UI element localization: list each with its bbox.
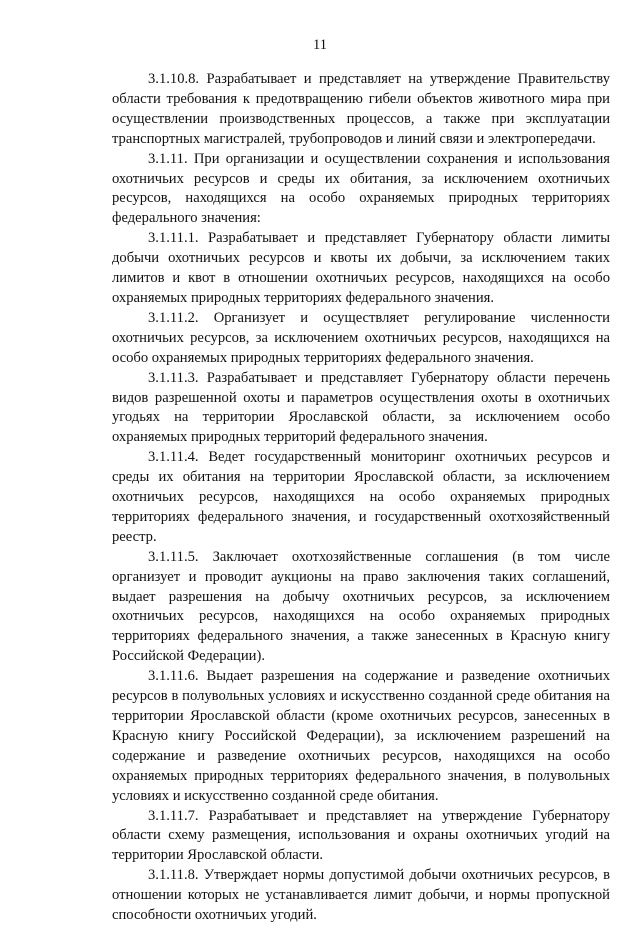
- paragraph-3-1-11-6: 3.1.11.6. Выдает разрешения на содержание и разведение охотничьих ресурсов в полувольных условиях и искусственно созданной среде обитания на территории Ярославской области (кроме охотничьих ресурсов, занесенных в Красную книгу Российской Федерации), за исключением разрешений на содержание и разведение охотничьих ресурсов, находящихся на особо охраняемых природных территориях федерального значения, в полувольных условиях и искусственно созданной среде обитания.: [112, 668, 610, 804]
- document-body: [112, 70, 610, 926]
- paragraph-3-1-11-5: 3.1.11.5. Заключает охотхозяйственные соглашения (в том числе организует и проводит аукционы на право заключения таких соглашений, выдает разрешения на добычу охотничьих ресурсов, за исключением охотничьих ресурсов, находящихся на особо охраняемых природных территориях федерального значения, а также занесенных в Красную книгу Российской Федерации).: [112, 548, 610, 665]
- page-number: 11: [313, 37, 327, 53]
- paragraph-3-1-10-8: 3.1.10.8. Разрабатывает и представляет на утверждение Правительству области требования к предотвращению гибели объектов животного мира при осуществлении производственных процессов, а также при эксплуатации транспортных магистралей, трубопроводов и линий связи и электропередачи.: [112, 71, 610, 147]
- paragraph-3-1-11-8: 3.1.11.8. Утверждает нормы допустимой добычи охотничьих ресурсов, в отношении которых не устанавливается лимит добычи, и нормы пропускной способности охотничьих угодий.: [112, 867, 610, 924]
- paragraph-3-1-11-3: 3.1.11.3. Разрабатывает и представляет Губернатору области перечень видов разрешенной охоты и параметров осуществления охоты в охотничьих угодьях на территории Ярославской области, за исключением особо охраняемых природных территорий федерального значения.: [112, 369, 610, 446]
- paragraph-3-1-11-7: 3.1.11.7. Разрабатывает и представляет на утверждение Губернатору области схему размещения, использования и охраны охотничьих угодий на территории Ярославской области.: [112, 807, 610, 864]
- paragraph-3-1-11-2: 3.1.11.2. Организует и осуществляет регулирование численности охотничьих ресурсов, за исключением охотничьих ресурсов, находящихся на особо охраняемых природных территориях федерального значения.: [112, 309, 610, 366]
- paragraph-3-1-11: 3.1.11. При организации и осуществлении сохранения и использования охотничьих ресурсов и среды их обитания, за исключением охотничьих ресурсов, находящихся на особо охраняемых природных территориях федерального значения:: [112, 150, 610, 227]
- paragraph-3-1-11-4: 3.1.11.4. Ведет государственный мониторинг охотничьих ресурсов и среды их обитания на территории Ярославской области, за исключением охотничьих ресурсов, находящихся на особо охраняемых природных территориях федерального значения, и государственный охотхозяйственный реестр.: [112, 449, 610, 545]
- paragraph-3-1-11-1: 3.1.11.1. Разрабатывает и представляет Губернатору области лимиты добычи охотничьих ресурсов и квоты их добычи, за исключением таких лимитов и квот в отношении охотничьих ресурсов, находящихся на особо охраняемых природных территориях федерального значения.: [112, 230, 610, 306]
